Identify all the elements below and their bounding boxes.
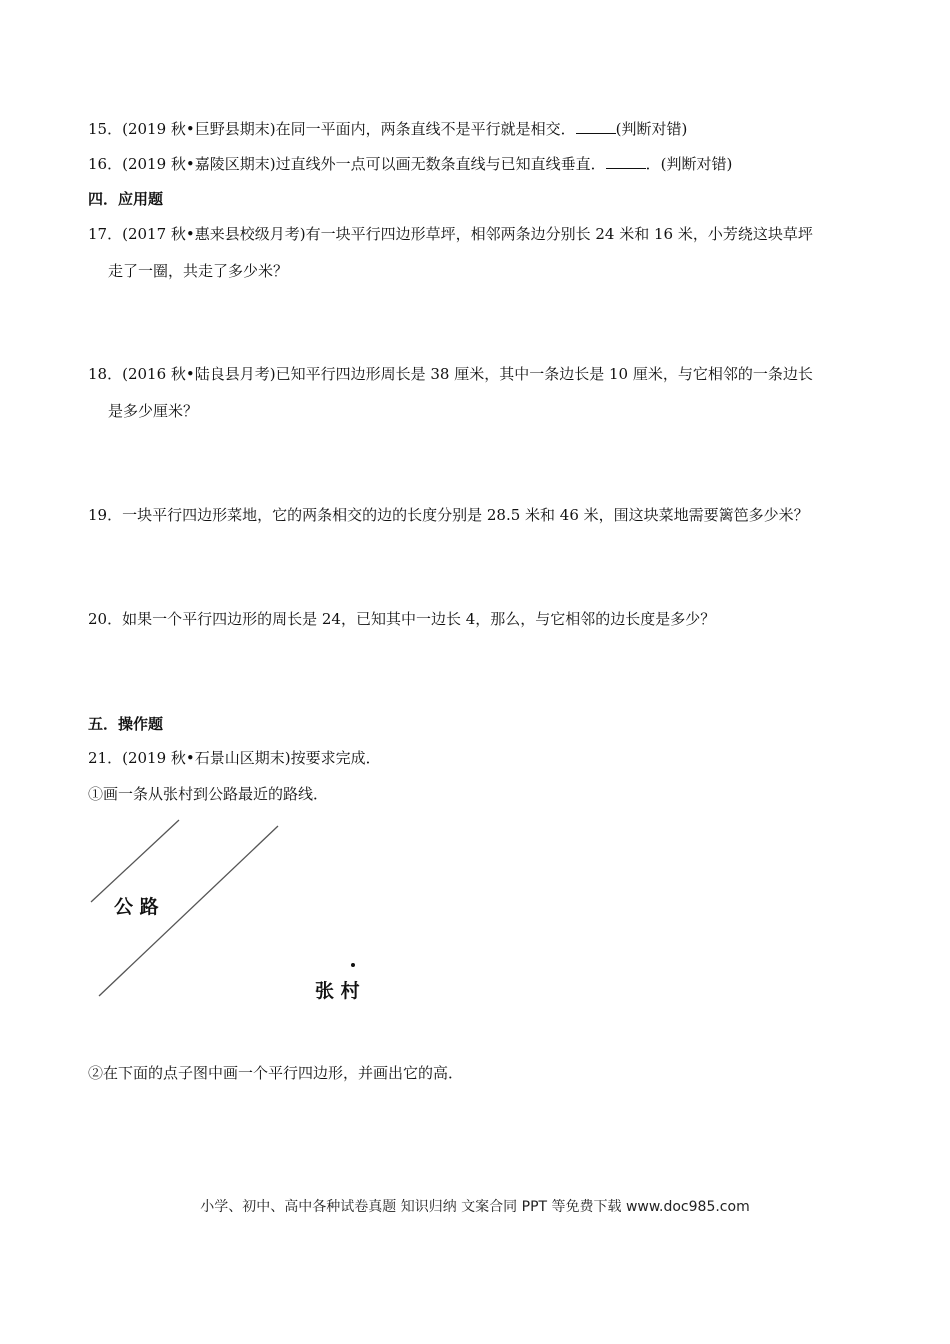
- question-number: 17．: [88, 225, 123, 243]
- question-17-line2: 走了一圈，共走了多少米？: [108, 262, 289, 280]
- answer-blank[interactable]: [576, 119, 616, 134]
- question-17-line1: [88, 224, 813, 244]
- road-line-upper: [91, 820, 179, 902]
- village-point: [351, 963, 355, 967]
- question-15: [88, 119, 687, 139]
- village-label: 张 村: [315, 980, 360, 1002]
- question-text: (2019 秋•巨野县期末)在同一平面内，两条直线不是平行就是相交．: [122, 120, 576, 138]
- question-number: 20．: [88, 610, 123, 628]
- question-number: 18．: [88, 365, 123, 383]
- question-19: [88, 505, 809, 525]
- answer-blank[interactable]: [606, 154, 646, 169]
- question-21-part1: ①画一条从张村到公路最近的路线．: [88, 785, 329, 803]
- question-20: [88, 609, 715, 629]
- question-number: 16．: [88, 155, 123, 173]
- question-text: 如果一个平行四边形的周长是 24，已知其中一边长 4，那么，与它相邻的边长度是多少？: [122, 610, 716, 628]
- question-text: 一块平行四边形菜地，它的两条相交的边的长度分别是 28.5 米和 46 米，围这块菜地需要篱笆多少米？: [122, 506, 809, 524]
- question-text: (2017 秋•惠来县校级月考)有一块平行四边形草坪，相邻两条边分别长 24 米和 16 米，小芳绕这块草坪: [122, 225, 813, 243]
- question-18-line2: 是多少厘米？: [108, 402, 199, 420]
- section-heading-4: 四．应用题: [88, 190, 164, 208]
- question-number: 15．: [88, 120, 123, 138]
- page-footer: 小学、初中、高中各种试卷真题 知识归纳 文案合同 PPT 等免费下载 www.doc985.com: [200, 1199, 750, 1215]
- question-21-part2: ②在下面的点子图中画一个平行四边形，并画出它的高．: [88, 1064, 464, 1082]
- question-18-line1: [88, 364, 813, 384]
- question-21: [88, 748, 381, 768]
- question-number: 21．: [88, 749, 123, 767]
- question-text: (2016 秋•陆良县月考)已知平行四边形周长是 38 厘米，其中一条边长是 10 厘米，与它相邻的一条边长: [122, 365, 813, 383]
- road-label: 公 路: [114, 896, 159, 918]
- question-text-suffix: (判断对错): [615, 120, 688, 138]
- question-16: [88, 154, 732, 174]
- question-number: 19．: [88, 506, 123, 524]
- section-heading-5: 五．操作题: [88, 715, 164, 733]
- question-text: (2019 秋•嘉陵区期末)过直线外一点可以画无数条直线与已知直线垂直．: [122, 155, 606, 173]
- question-text: (2019 秋•石景山区期末)按要求完成．: [122, 749, 381, 767]
- question-text-suffix: ．(判断对错): [645, 155, 733, 173]
